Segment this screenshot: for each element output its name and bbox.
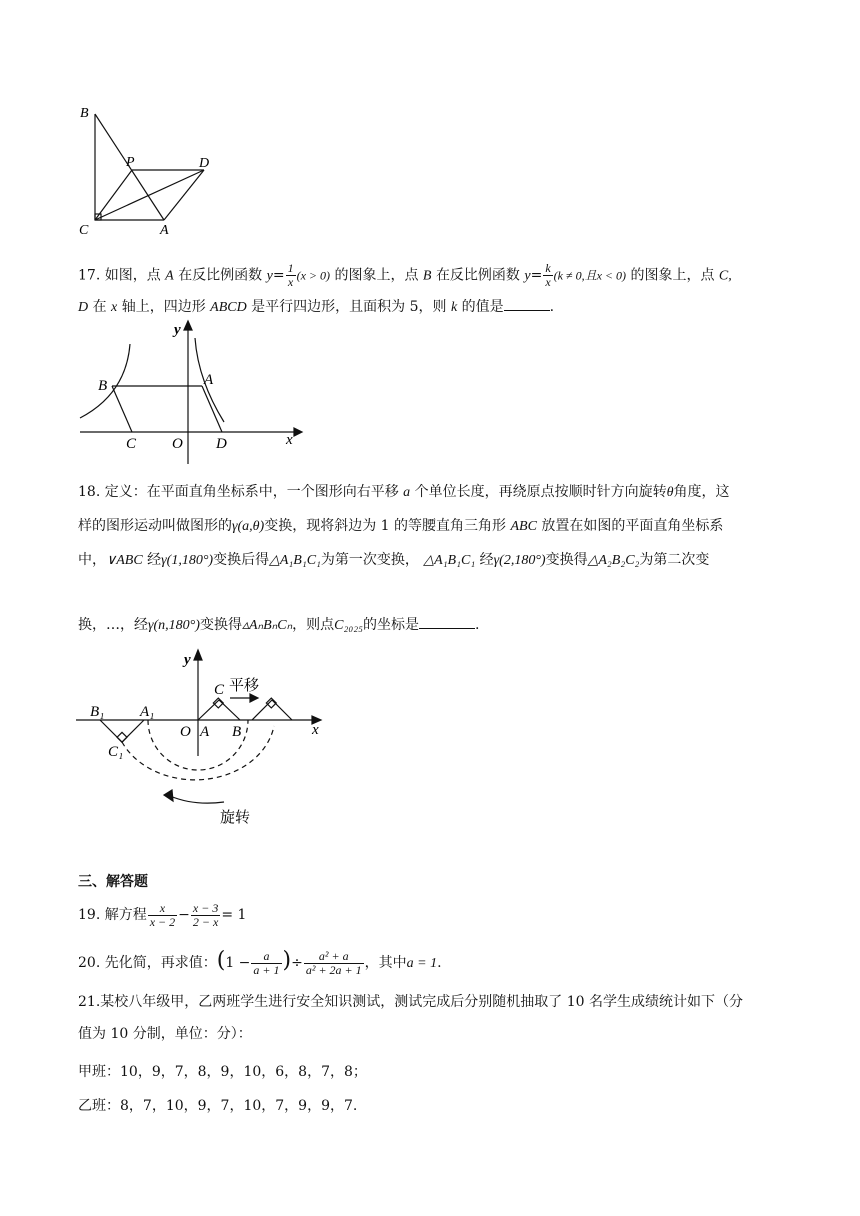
q18-line3a: 中， (78, 552, 106, 568)
q21-class-a (78, 1062, 790, 1082)
q18-line3 (78, 550, 790, 571)
q18-gamma: γ(a,θ) (232, 519, 265, 534)
rotate-arrow (170, 796, 224, 803)
q18-line3c: 变换后得 (213, 552, 270, 568)
q18-line4a: 换，…，经 (78, 617, 148, 633)
triangle-abc (198, 700, 240, 720)
rotate-arrowhead (164, 790, 173, 801)
shift-arrowhead (250, 694, 258, 702)
q17-f2-cond: (k ≠ 0,且x < 0) (553, 268, 627, 283)
label-y: y (184, 652, 191, 668)
q18-line3b: 经 (147, 552, 162, 568)
triangle-shifted (252, 700, 292, 720)
q17-f2-num: k (545, 261, 551, 275)
q17-line2-end: . (549, 299, 555, 315)
q18-line3d: 为第一次变换， (320, 552, 419, 568)
q17-text4: 在反比例函数 (435, 267, 520, 284)
label-b: B (98, 378, 108, 394)
label-b1: B₁ (90, 704, 105, 720)
q18-line4d: 的坐标是 (362, 617, 419, 633)
q18-line4c: ，则点 (292, 617, 335, 633)
q17-fraction-2 (543, 262, 552, 289)
q19-f1-den: x − 2 (149, 914, 176, 929)
segment-ad (202, 386, 222, 432)
label-c: C (126, 436, 137, 452)
q18-tn: ▵AₙBₙCₙ (241, 618, 293, 633)
q19-number: 19. (78, 907, 101, 923)
q17-f1-den: x (287, 275, 294, 289)
q20-f-den: a² + 2a + 1 (305, 962, 362, 977)
segment-bc (112, 386, 132, 432)
q20-cond: a = 1 (406, 956, 438, 971)
q19-minus: − (178, 907, 190, 923)
q21-class-a-text: 甲班：10，9，7，8，9，10，6，8，7，8； (78, 1064, 367, 1080)
x-axis-arrow (294, 428, 302, 436)
q18-line1 (78, 482, 790, 503)
label-b: B (232, 724, 242, 740)
q17-line2-b: 轴上，四边形 (121, 299, 206, 315)
label-a1: A₁ (140, 704, 155, 720)
q17-line1: 17. 如图，点 A 在反比例函数 y= $\frac{1}{x}$ (x > 0) 的图象上，点 B 在反比例函数 y= $\frac{k}{x}$ (k ≠ 0,且x < 0) 的图象上，点 C, (78, 261, 732, 289)
q20-number: 20. (78, 955, 101, 971)
q18-tri1: ∨ABC (106, 553, 143, 568)
q19-f2-den: 2 − x (192, 914, 219, 929)
label-x: x (312, 722, 319, 738)
q18-line4 (78, 614, 790, 636)
label-shift: 平移 (229, 676, 260, 694)
q18-line3g: 为第二次变 (639, 552, 710, 568)
q18-line3f: 变换得 (545, 552, 588, 568)
q18-answer-blank[interactable] (419, 614, 475, 629)
q18-t3: △A₂B₂C₂ (587, 553, 640, 568)
q17-text5: 的图象上，点 (630, 267, 715, 284)
q18-g1: γ(1,180°) (161, 553, 214, 568)
q21-line1-text: 某校八年级甲，乙两班学生进行安全知识测试，测试完成后分别随机抽取了 10 名学生成绩统计如下（分 (100, 994, 743, 1010)
q20-fraction-inner (251, 950, 281, 977)
q17-point-b: B (422, 268, 432, 284)
segment-cd (95, 170, 204, 220)
label-rotate: 旋转 (220, 808, 251, 826)
q17-f1-lhs: y (266, 268, 273, 284)
q19-fraction-1 (148, 902, 177, 929)
label-y: y (174, 322, 181, 338)
q17-f1-cond: (x > 0) (296, 268, 331, 283)
label-c: C (79, 223, 89, 238)
section-3-title (78, 872, 790, 892)
q17-answer-blank[interactable] (504, 296, 550, 311)
label-a: A (160, 223, 169, 238)
q20-fraction (304, 950, 364, 977)
q20-paren-close: ) (282, 948, 292, 973)
q21-line2-text: 值为 10 分制，单位：分）： (78, 1026, 252, 1042)
q18-t2: △A₁B₁C₁ (423, 553, 476, 568)
label-a: A (204, 372, 214, 388)
q18-line1c: 角度，这 (673, 484, 730, 500)
q18-line2c: 放置在如图的平面直角坐标系 (541, 518, 724, 534)
q20-end: . (437, 955, 442, 971)
segment-da (164, 170, 204, 220)
q18-line4-end: . (474, 617, 480, 633)
label-c: C (214, 682, 225, 698)
q18-number: 18. (78, 484, 101, 500)
q18-line2a: 样的图形运动叫做图形的 (78, 518, 232, 534)
q20-inner-num: a (251, 950, 281, 964)
q17-point-c: C, (718, 268, 732, 284)
figure-16 (76, 100, 226, 240)
label-o: O (172, 436, 183, 452)
q18-c2025: C₂₀₂₅ (334, 618, 363, 633)
q18-t1: △A₁B₁C₁ (269, 553, 321, 568)
section-3-title-text: 三、解答题 (78, 874, 148, 890)
y-axis-arrow (184, 321, 192, 330)
q17-f2-lhs: y (524, 268, 531, 284)
q17-text3: 的图象上，点 (334, 267, 419, 284)
label-x: x (286, 432, 293, 448)
q18-line4b: 变换得 (199, 617, 242, 633)
q20-div: ÷ (291, 955, 303, 971)
label-d: D (199, 156, 210, 171)
q17-fraction-1 (286, 262, 296, 289)
q17-f2-den: x (545, 275, 551, 289)
q17-abcd: ABCD (210, 300, 247, 315)
q17-text2: 在反比例函数 (178, 267, 263, 284)
q20-f-num: a² + a (304, 950, 364, 964)
q21-class-b (78, 1096, 790, 1116)
q18-g: γ(n,180°) (148, 618, 200, 633)
q19-rhs: = 1 (221, 907, 247, 923)
q18-a: a (403, 485, 411, 500)
q20-paren-open: ( (216, 948, 226, 973)
q17-number: 17. (78, 267, 101, 284)
q21-class-b-text: 乙班：8，7，10，9，7，10，7，9，9，7. (78, 1098, 358, 1114)
q17-line2 (78, 296, 790, 318)
q17-x: x (111, 300, 118, 315)
q17-line2-c: 是平行四边形，且面积为 5，则 (251, 299, 447, 315)
q20-line (78, 944, 790, 981)
q18-g2: γ(2,180°) (493, 553, 546, 568)
q18-theta: θ (666, 485, 674, 500)
q18-line1a: 定义：在平面直角坐标系中，一个图形向右平移 (104, 484, 399, 500)
q19-line (78, 900, 790, 930)
q19-f1-num: x (148, 902, 177, 916)
y-axis-arrow (194, 650, 202, 660)
q21-line1 (78, 992, 790, 1012)
q17-k: k (450, 300, 458, 315)
label-a: A (200, 724, 210, 740)
triangle-a1b1c1 (100, 720, 144, 742)
q18-line1b: 个单位长度，再绕原点按顺时针方向旋转 (414, 484, 667, 500)
q19-f2-num: x − 3 (192, 900, 219, 915)
q20-text2: ，其中 (364, 955, 407, 971)
label-b: B (80, 106, 89, 121)
figure-17 (76, 318, 306, 470)
q20-inner-one: 1 − (225, 955, 251, 971)
q17-line2-d: 的值是 (461, 299, 504, 315)
q20-text: 先化简，再求值： (104, 955, 217, 971)
q17-line2-a: 在 (92, 299, 107, 315)
right-angle-c1 (117, 732, 127, 742)
q18-abc: ABC (510, 519, 537, 534)
label-d: D (216, 436, 227, 452)
q21-number: 21. (78, 994, 101, 1010)
q18-line3e: 经 (479, 552, 494, 568)
q18-line2b: 变换，现将斜边为 1 的等腰直角三角形 (264, 518, 507, 534)
q19-text: 解方程 (104, 907, 147, 923)
q18-line2 (78, 516, 790, 537)
q19-fraction-2 (191, 902, 220, 929)
q17-text1: 如图，点 (104, 267, 161, 284)
q17-f1-num: 1 (287, 261, 294, 275)
q20-inner-den: a + 1 (253, 962, 280, 977)
q21-line2 (78, 1024, 790, 1044)
label-p: P (126, 155, 135, 170)
figure-18 (74, 644, 334, 830)
q17-point-a: A (165, 268, 174, 284)
segment-cp (95, 170, 132, 220)
label-o: O (180, 724, 191, 740)
label-c1: C₁ (108, 744, 124, 760)
q17-point-d: D (78, 300, 89, 315)
